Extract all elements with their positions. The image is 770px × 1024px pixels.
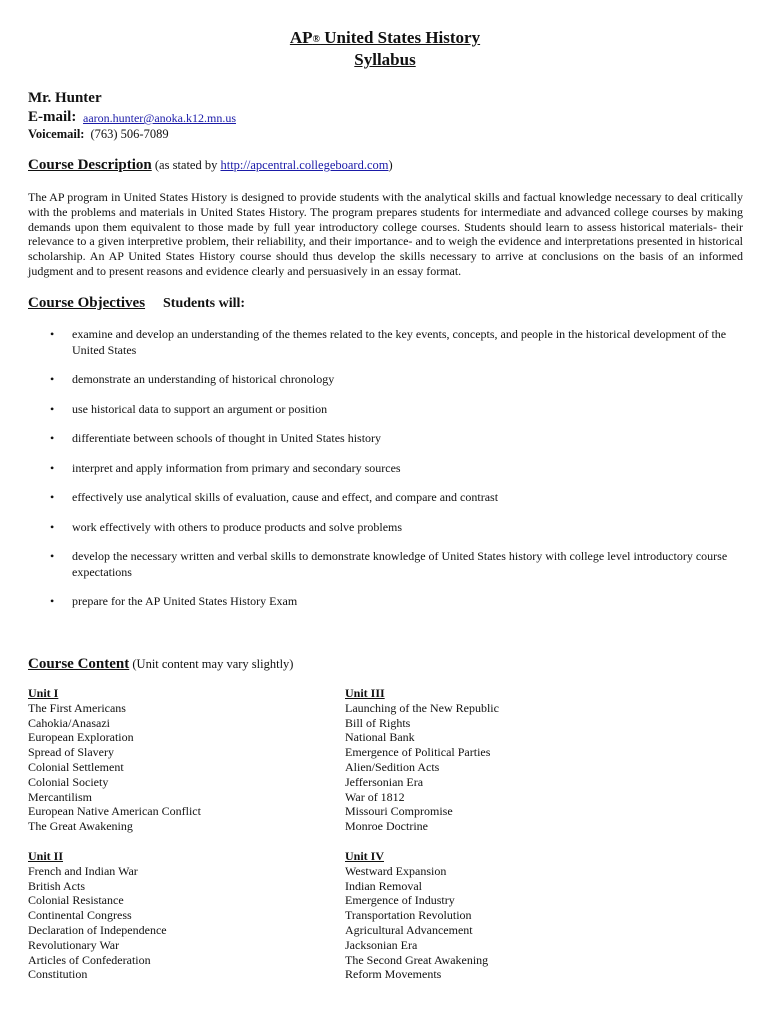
unit-title: Unit II (28, 849, 64, 863)
bullet-icon: • (50, 402, 55, 416)
voicemail-line (28, 127, 169, 142)
objective-text: examine and develop an understanding of the themes related to the key events, concepts, and people in the historical development of the United States (72, 327, 727, 357)
unit-topic: Indian Removal (345, 878, 422, 893)
bullet-icon: • (50, 327, 55, 341)
unit-topic: Colonial Settlement (28, 759, 124, 774)
unit-topic: French and Indian War (28, 863, 138, 878)
objective-text: effectively use analytical skills of evaluation, cause and effect, and compare and contrast (72, 490, 499, 504)
unit-topic: Colonial Resistance (28, 893, 124, 908)
title-rest: United States History (320, 28, 481, 47)
bullet-icon: • (50, 490, 55, 504)
unit-topic: The First Americans (28, 700, 126, 715)
unit-topic: Westward Expansion (345, 863, 447, 878)
course-objectives-heading: Course Objectives (28, 295, 146, 311)
unit-topic: British Acts (28, 878, 86, 893)
unit-title: Unit IV (345, 849, 385, 863)
unit-block-unit-2 (28, 849, 167, 982)
unit-block-unit-3 (345, 686, 499, 834)
objective-text: interpret and apply information from primary and secondary sources (72, 461, 401, 475)
bullet-icon: • (50, 372, 55, 386)
bullet-icon: • (50, 461, 55, 475)
course-content-note: (Unit content may vary slightly) (129, 657, 294, 671)
unit-topic: Spread of Slavery (28, 745, 114, 760)
unit-topic: Articles of Confederation (28, 952, 151, 967)
objective-text: use historical data to support an argument or position (72, 402, 328, 416)
collegeboard-link[interactable]: http://apcentral.collegeboard.com (220, 158, 389, 172)
unit-topic: Agricultural Advancement (345, 922, 473, 937)
teacher-name: Mr. Hunter (28, 90, 102, 106)
unit-topic: Alien/Sedition Acts (345, 759, 440, 774)
unit-topic: War of 1812 (345, 789, 405, 804)
unit-title: Unit I (28, 686, 59, 700)
bullet-icon: • (50, 520, 55, 534)
unit-topic: Reform Movements (345, 967, 442, 982)
voicemail-label: Voicemail: (28, 127, 85, 141)
bullet-icon: • (50, 594, 55, 608)
unit-topic: Bill of Rights (345, 715, 411, 730)
unit-topic: Revolutionary War (28, 937, 120, 952)
objective-text: work effectively with others to produce products and solve problems (72, 520, 403, 534)
course-description-note-prefix: (as stated by (151, 158, 221, 172)
unit-topic: Emergence of Industry (345, 893, 455, 908)
unit-topic: Jacksonian Era (345, 937, 418, 952)
title-prefix: AP (289, 28, 313, 47)
bullet-icon: • (50, 431, 55, 445)
voicemail-number: (763) 506-7089 (90, 127, 169, 141)
unit-topic: Declaration of Independence (28, 922, 167, 937)
unit-topic: Emergence of Political Parties (345, 745, 491, 760)
unit-block-unit-4 (345, 849, 488, 982)
unit-topic: The Second Great Awakening (345, 952, 489, 967)
unit-topic: Missouri Compromise (345, 804, 453, 819)
unit-topic: European Native American Conflict (28, 804, 201, 819)
document-subtitle: Syllabus (354, 50, 416, 69)
unit-topic: Constitution (28, 967, 88, 982)
unit-topic: Mercantilism (28, 789, 92, 804)
unit-topic: Cahokia/Anasazi (28, 715, 110, 730)
course-description-heading: Course Description (28, 157, 152, 173)
course-content-heading: Course Content (28, 656, 130, 672)
objective-text: develop the necessary written and verbal skills to demonstrate knowledge of United States history with college level introductory course expectations (72, 549, 728, 579)
objective-text: demonstrate an understanding of historical chronology (72, 372, 335, 386)
email-link[interactable]: aaron.hunter@anoka.k12.mn.us (83, 111, 237, 125)
unit-block-unit-1 (28, 686, 201, 834)
unit-topic: Jeffersonian Era (345, 774, 424, 789)
course-content-heading-line (28, 655, 293, 673)
bullet-icon: • (50, 549, 55, 563)
document-title (0, 28, 770, 48)
course-description-body: The AP program in United States History is designed to provide students with the analytical skills and factual knowledge necessary to deal critically with the problems and materials in United States History. The program prepares students for intermediate and advanced college courses by making demands upon them equivalent to those made by full year introductory college courses. Students should learn to assess historical materials- their relevance to a given interpretive problem, their reliability, and their importance- and to weigh the evidence and interpretations presented in historical scholarship. An AP United States History course should thus develop the skills necessary to arrive at conclusions on the basis of an informed judgment and to present reasons and evidence clearly and persuasively in an essay format. (28, 190, 743, 278)
course-description-note-suffix: ) (388, 158, 393, 172)
unit-topic: National Bank (345, 730, 415, 745)
objectives-lead: Students will: (163, 296, 246, 311)
objective-text: differentiate between schools of thought in United States history (72, 431, 382, 445)
unit-topic: The Great Awakening (28, 819, 133, 834)
unit-topic: Monroe Doctrine (345, 819, 428, 834)
unit-topic: Launching of the New Republic (345, 700, 499, 715)
registered-mark: ® (312, 34, 321, 45)
email-label: E-mail: (28, 109, 77, 125)
unit-title: Unit III (345, 686, 385, 700)
unit-topic: European Exploration (28, 730, 134, 745)
objective-text: prepare for the AP United States History Exam (72, 594, 298, 608)
unit-topic: Colonial Society (28, 774, 109, 789)
unit-topic: Continental Congress (28, 908, 132, 923)
course-description-heading-line (28, 156, 393, 174)
unit-topic: Transportation Revolution (345, 908, 472, 923)
